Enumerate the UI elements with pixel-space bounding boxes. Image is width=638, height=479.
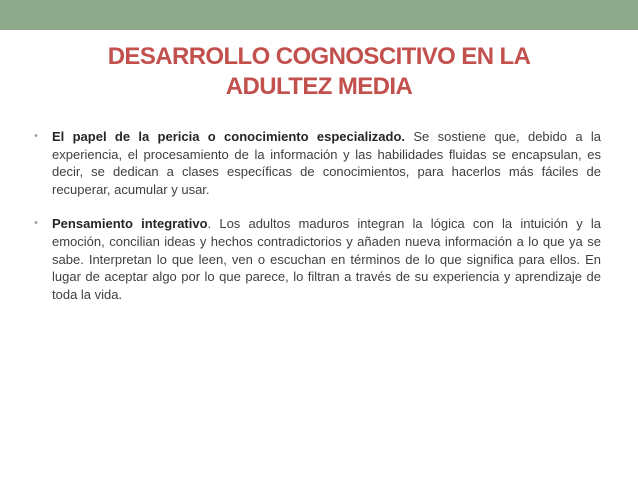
top-accent-bar	[0, 0, 638, 30]
bullet-heading: Pensamiento integrativo	[52, 216, 208, 232]
bullet-list	[31, 128, 601, 320]
bullet-item-pensamiento-integrativo	[31, 215, 601, 303]
slide-title-line-1: DESARROLLO COGNOSCITIVO EN LA	[107, 43, 531, 70]
bullet-dot-icon: •	[34, 130, 38, 142]
slide-title-line-2: ADULTEZ MEDIA	[225, 73, 413, 100]
bullet-text: . Los adultos maduros integran la lógica con la intuición y la emoción, concilian ideas y hechos contradictorios y añaden nueva información a lo que ya se sabe. Interpretan lo que leen, ven o escuchan en términos de lo que significa para ellos. En lugar de aceptar algo por lo que parece, lo filtran a través de su experiencia y aprendizaje de toda la vida.	[52, 216, 601, 302]
bullet-dot-icon: •	[34, 217, 38, 230]
slide-title	[40, 42, 598, 102]
bullet-text: Se sostiene que, debido a la experiencia, el procesamiento de la información y las habilidades fluidas se encapsulan, es decir, se dedican a clases específicas de conocimientos, para hacerlos más fáciles de recuperar, acumular y usar.	[52, 129, 602, 197]
bullet-item-pericia	[31, 128, 601, 198]
bullet-heading: El papel de la pericia o conocimiento especializado.	[52, 129, 406, 144]
